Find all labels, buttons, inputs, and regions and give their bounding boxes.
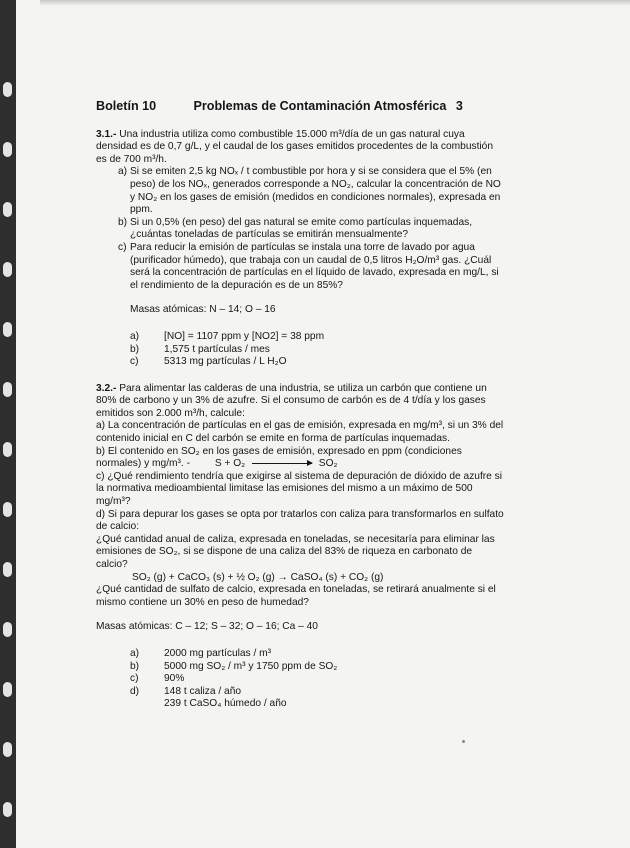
answer-row: a) 2000 mg partículas / m³ bbox=[130, 647, 272, 659]
reaction-arrow-icon bbox=[252, 463, 312, 464]
item-label: c) bbox=[118, 241, 127, 253]
scan-speck bbox=[462, 740, 465, 743]
problem-line: mg/m³? bbox=[96, 496, 131, 508]
question-list bbox=[96, 166, 558, 292]
question-item: a) Si se emiten 2,5 kg NOₓ / t combustible por hora y si se considera que el 5% (en peso) de los NOₓ, generados corresponde a NO₂, calcular la concentración de NO y NO₂ en los gases de emisión (medidos en condiciones normales), expresada en ppm. bbox=[118, 166, 501, 216]
problem-line: de calcio: bbox=[96, 521, 140, 533]
problem-intro-line: 3.1.- Una industria utiliza como combustible 15.000 m³/día de un gas natural cuya bbox=[96, 128, 465, 140]
answer-row: c) 90% bbox=[130, 673, 185, 685]
binder-hole bbox=[3, 202, 12, 217]
answers-block bbox=[96, 331, 558, 369]
problem-line: calcio? bbox=[96, 559, 128, 570]
binder-hole bbox=[3, 562, 12, 577]
problem-number: 3.2.- bbox=[96, 382, 117, 394]
atomic-masses: Masas atómicas: N – 14; O – 16 bbox=[130, 304, 276, 316]
binder-hole bbox=[3, 742, 12, 757]
reaction-line: normales) y mg/m³. - S + O₂ SO₂ bbox=[96, 458, 338, 470]
answer-row: b) 1,575 t partículas / mes bbox=[130, 343, 270, 355]
question-item: b) Si un 0,5% (en peso) del gas natural se emite como partículas inquemadas, ¿cuántas toneladas de partículas se emitirán mensualmente? bbox=[118, 216, 473, 241]
binder-hole bbox=[3, 682, 12, 697]
binder-hole bbox=[3, 322, 12, 337]
bulletin-number: Boletín 10 bbox=[96, 99, 157, 113]
question-item: c) Para reducir la emisión de partículas se instala una torre de lavado por agua (purificador húmedo), que trabaja con un caudal de 0,5 litros H₂O/m³ gas. ¿Cuál será la concentración de partículas en el líquido de lavado, expresada en mg/L, si el rendimiento de la depuración es de un 85%? bbox=[118, 241, 499, 291]
binder-strip bbox=[0, 0, 16, 848]
atomic-masses: Masas atómicas: C – 12; S – 32; O – 16; Ca – 40 bbox=[96, 621, 318, 633]
answers-block bbox=[96, 648, 558, 711]
binder-hole bbox=[3, 82, 12, 97]
binder-hole bbox=[3, 622, 12, 637]
problem-line: emisiones de SO₂, si se dispone de una caliza del 83% de riqueza en carbonato de bbox=[96, 546, 473, 558]
binder-hole bbox=[3, 142, 12, 157]
page-number: 3 bbox=[455, 99, 463, 113]
problem-line: contenido inicial en C del carbón se emite en forma de partículas inquemadas. bbox=[96, 433, 450, 445]
problem-3-2 bbox=[96, 383, 558, 711]
answer-row: b) 5000 mg SO₂ / m³ y 1750 ppm de SO₂ bbox=[130, 660, 338, 672]
problem-line: c) ¿Qué rendimiento tendría que exigirse al sistema de depuración de dióxido de azufre si bbox=[96, 470, 503, 482]
problem-intro-line: es de 700 m³/h. bbox=[96, 153, 167, 165]
answer-row: d) 148 t caliza / año bbox=[130, 685, 242, 697]
problem-line: 3.2.- Para alimentar las calderas de una industria, se utiliza un carbón que contiene un bbox=[96, 382, 487, 394]
reaction-reactants: S + O₂ bbox=[214, 458, 246, 470]
problem-line: b) El contenido en SO₂ en los gases de emisión, expresado en ppm (condiciones bbox=[96, 445, 462, 457]
problem-line: emitidos son 2.000 m³/h, calcule: bbox=[96, 407, 245, 419]
scan-top-edge bbox=[40, 0, 630, 6]
binder-hole bbox=[3, 442, 12, 457]
item-label: b) bbox=[118, 216, 128, 228]
problem-line: mismo contiene un 30% en peso de humedad? bbox=[96, 596, 309, 608]
chemical-equation: SO₂ (g) + CaCO₃ (s) + ½ O₂ (g) → CaSO₄ (s) + CO₂ (g) bbox=[132, 571, 384, 583]
item-label: a) bbox=[118, 166, 128, 178]
page-header bbox=[96, 100, 558, 113]
problem-line: 80% de carbono y un 3% de azufre. Si el consumo de carbón es de 4 t/día y los gases bbox=[96, 395, 486, 407]
page-title: Problemas de Contaminación Atmosférica bbox=[193, 99, 447, 113]
answer-row: 239 t CaSO₄ húmedo / año bbox=[164, 698, 287, 710]
answer-row: c) 5313 mg partículas / L H₂O bbox=[130, 356, 287, 368]
binder-hole bbox=[3, 262, 12, 277]
reaction-product: SO₂ bbox=[318, 458, 338, 470]
document-page bbox=[96, 100, 558, 711]
problem-number: 3.1.- bbox=[96, 128, 117, 140]
problem-intro-line: densidad es de 0,7 g/L, y el caudal de los gases emitidos procedentes de la combustión bbox=[96, 141, 493, 153]
problem-line: la normativa medioambiental limitase las emisiones del mismo a un máximo de 500 bbox=[96, 483, 473, 495]
binder-hole bbox=[3, 802, 12, 817]
problem-line: a) La concentración de partículas en el gas de emisión, expresada en mg/m³, si un 3% del bbox=[96, 420, 504, 432]
answer-row: a) [NO] = 1107 ppm y [NO2] = 38 ppm bbox=[130, 330, 325, 342]
problem-line: ¿Qué cantidad de sulfato de calcio, expresada en toneladas, se retirará anualmente si el bbox=[96, 584, 496, 596]
problem-line: d) Si para depurar los gases se opta por tratarlos con caliza para transformarlos en sulfato bbox=[96, 508, 504, 520]
problem-line: ¿Qué cantidad anual de caliza, expresada en toneladas, se necesitaría para eliminar las bbox=[96, 533, 495, 545]
binder-hole bbox=[3, 502, 12, 517]
problem-3-1 bbox=[96, 129, 558, 369]
binder-hole bbox=[3, 382, 12, 397]
